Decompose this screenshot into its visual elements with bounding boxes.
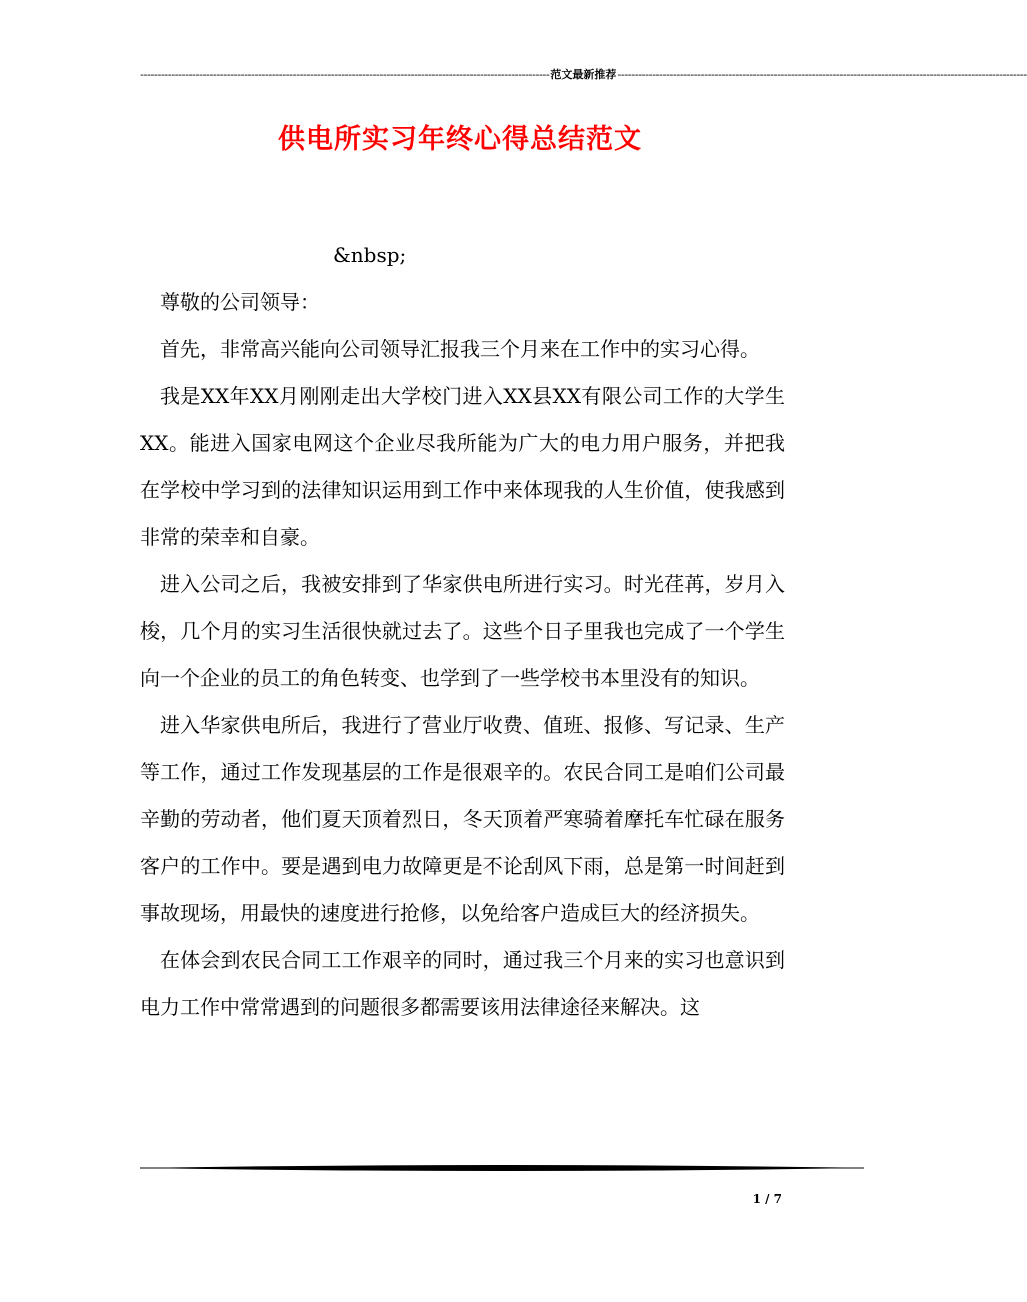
paragraph-salutation: 尊敬的公司领导： <box>160 290 320 314</box>
page-header <box>140 66 1027 84</box>
document-body <box>140 232 785 1031</box>
paragraph-work: 进入华家供电所后，我进行了营业厅收费、值班、报修、写记录、生产等工作，通过工作发现基层的工作是很艰辛的。农民合同工是咱们公司最辛勤的劳动者，他们夏天顶着烈日，冬天顶着严寒骑着摩托车忙碌在服务客户的工作中。要是遇到电力故障更是不论刮风下雨，总是第一时间赶到事故现场，用最快的速度进行抢修，以免给客户造成巨大的经济损失。 <box>140 713 785 925</box>
header-text: 范文最新推荐 <box>550 68 617 81</box>
header-left-dashes: ---------------------------------------------------------------------------------------------------------------------- <box>140 68 550 81</box>
paragraph-intro: 首先，非常高兴能向公司领导汇报我三个月来在工作中的实习心得。 <box>160 337 760 361</box>
paragraph-internship: 进入公司之后，我被安排到了华家供电所进行实习。时光荏苒，岁月入梭，几个月的实习生活很快就过去了。这些个日子里我也完成了一个学生向一个企业的员工的角色转变、也学到了一些学校书本里没有的知识。 <box>140 572 785 690</box>
paragraph-reflection: 在体会到农民合同工工作艰辛的同时，通过我三个月来的实习也意识到电力工作中常常遇到的问题很多都需要该用法律途径来解决。这 <box>140 948 785 1019</box>
document-title: 供电所实习年终心得总结范文 <box>278 124 642 155</box>
paragraph-nbsp: &nbsp; <box>333 243 407 267</box>
page-number: 1 / 7 <box>752 1192 782 1206</box>
header-right-dashes: ---------------------------------------------------------------------------------------------------------------------- <box>617 68 1027 81</box>
paragraph-background: 我是XX年XX月刚刚走出大学校门进入XX县XX有限公司工作的大学生XX。能进入国家电网这个企业尽我所能为广大的电力用户服务，并把我在学校中学习到的法律知识运用到工作中来体现我的人生价值，使我感到非常的荣幸和自豪。 <box>140 384 785 549</box>
footer-rule <box>140 1162 864 1174</box>
